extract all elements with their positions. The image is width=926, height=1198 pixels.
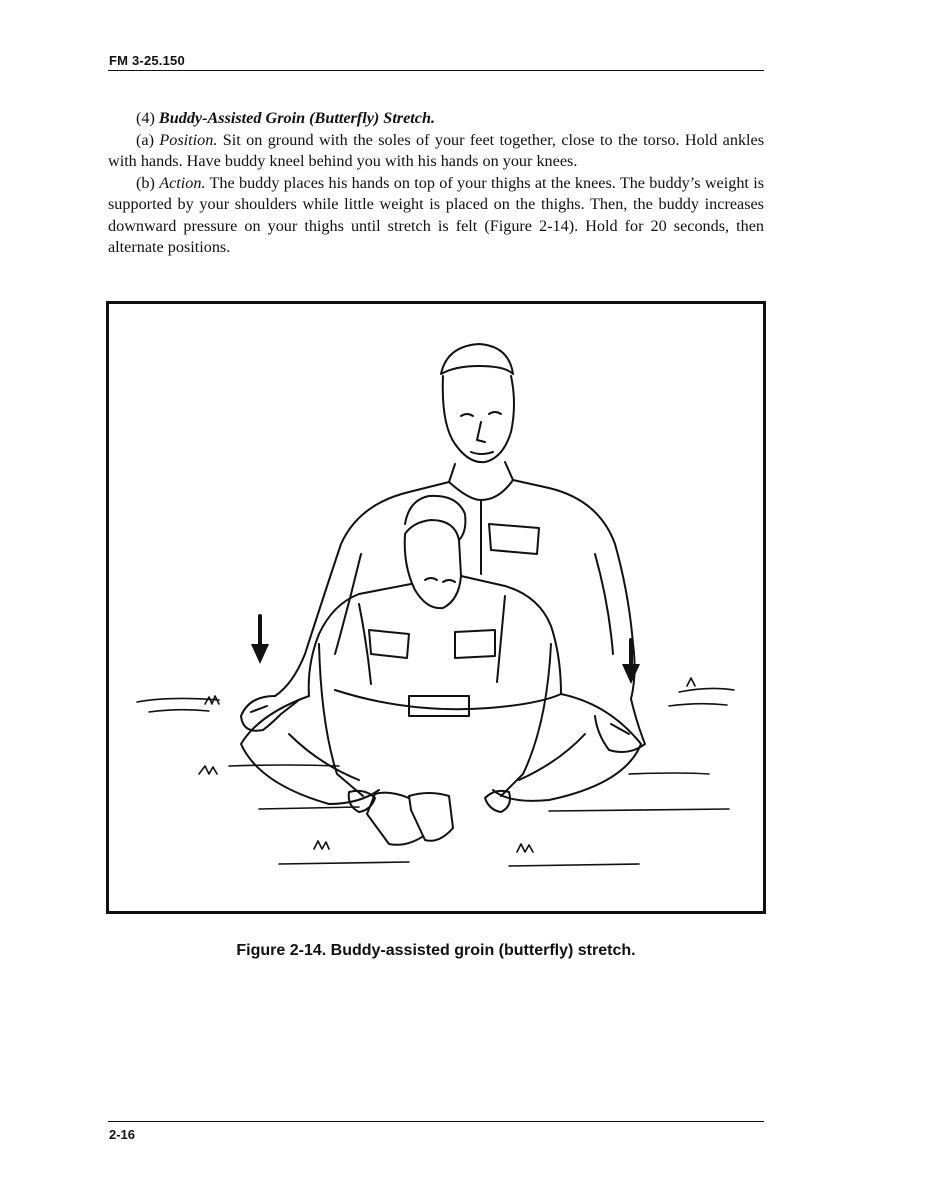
section-title: Buddy-Assisted Groin (Butterfly) Stretch.: [158, 109, 436, 127]
action-label: Action.: [159, 173, 206, 192]
action-marker: (b): [136, 173, 155, 192]
position-label: Position.: [159, 130, 218, 149]
page-footer: [108, 1121, 764, 1142]
position-text: Sit on ground with the soles of your feet together, close to the torso. Hold ankles with hands. Have buddy kneel behind you with his hands on your knees.: [108, 130, 765, 170]
section-heading: [108, 108, 764, 130]
right-down-arrow-icon: [622, 640, 640, 684]
manual-id: FM 3-25.150: [109, 53, 185, 68]
position-paragraph: [108, 130, 764, 173]
action-paragraph: [108, 173, 764, 259]
stretch-illustration: [109, 304, 763, 911]
section-body: [108, 108, 764, 259]
page-number: 2-16: [109, 1127, 136, 1142]
figure-caption: Figure 2-14. Buddy-assisted groin (butterfly) stretch.: [236, 942, 636, 959]
figure-frame: [106, 301, 766, 914]
action-text: The buddy places his hands on top of your thighs at the knees. The buddy’s weight is supported by your shoulders while little weight is placed on the thighs. Then, the buddy increases downward pressure on your thighs until stretch is felt (Figure 2-14). Hold for 20 seconds, then alternate positions.: [108, 173, 765, 256]
section-number: (4): [136, 109, 155, 127]
seated-figure: [241, 496, 641, 845]
buddy-figure: [241, 344, 645, 752]
position-marker: (a): [136, 130, 154, 149]
page-header: [108, 54, 764, 71]
left-down-arrow-icon: [251, 616, 269, 664]
